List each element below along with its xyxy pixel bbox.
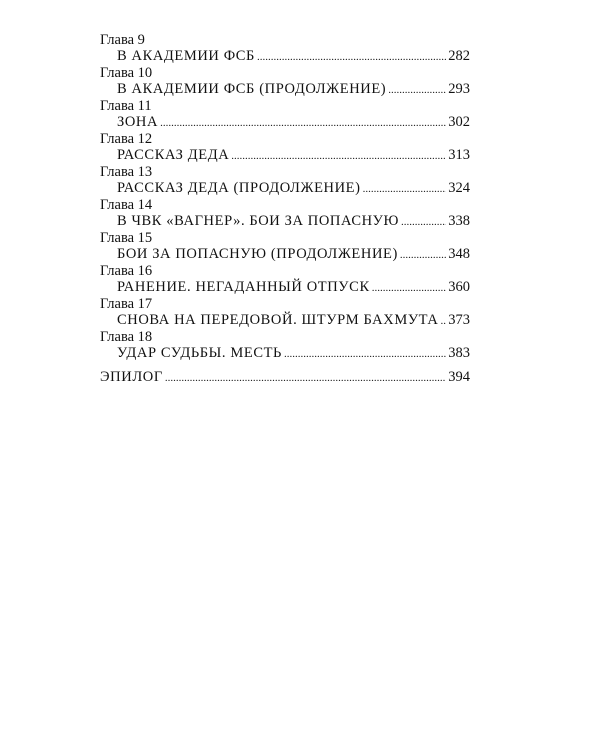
- toc-chapter-15: [100, 230, 470, 263]
- page-number: 394: [448, 369, 470, 385]
- epilogue-title: ЭПИЛОГ: [100, 369, 163, 385]
- chapter-number: Глава 13: [100, 164, 153, 180]
- chapter-number: Глава 12: [100, 131, 153, 147]
- chapter-title: В АКАДЕМИИ ФСБ (ПРОДОЛЖЕНИЕ): [117, 81, 387, 97]
- dot-leader: [388, 82, 446, 99]
- dot-leader: [257, 49, 446, 66]
- dot-leader: [441, 313, 447, 330]
- dot-leader: [363, 181, 447, 198]
- table-of-contents: [100, 32, 470, 386]
- dot-leader: [400, 247, 446, 264]
- page-number: 338: [448, 213, 470, 229]
- page-number: 324: [448, 180, 470, 196]
- toc-entry[interactable]: [100, 147, 470, 164]
- page-number: 282: [448, 48, 470, 64]
- toc-entry[interactable]: [100, 246, 470, 263]
- toc-chapter-9: [100, 32, 470, 65]
- page-number: 383: [448, 345, 470, 361]
- chapter-number: Глава 17: [100, 296, 153, 312]
- toc-entry[interactable]: [100, 81, 470, 98]
- page-number: 293: [448, 81, 470, 97]
- dot-leader: [231, 148, 446, 165]
- page-number: 373: [448, 312, 470, 328]
- chapter-title: УДАР СУДЬБЫ. МЕСТЬ: [117, 345, 282, 361]
- chapter-title: В АКАДЕМИИ ФСБ: [117, 48, 255, 64]
- chapter-number: Глава 9: [100, 32, 145, 48]
- chapter-number: Глава 11: [100, 98, 152, 114]
- chapter-number: Глава 16: [100, 263, 153, 279]
- toc-entry[interactable]: [100, 279, 470, 296]
- chapter-title: РАССКАЗ ДЕДА: [117, 147, 230, 163]
- page-number: 348: [448, 246, 470, 262]
- toc-chapter-14: [100, 197, 470, 230]
- chapter-number: Глава 18: [100, 329, 153, 345]
- toc-entry-epilogue[interactable]: [100, 369, 470, 386]
- page-number: 360: [448, 279, 470, 295]
- toc-chapter-10: [100, 65, 470, 98]
- chapter-title: РАНЕНИЕ. НЕГАДАННЫЙ ОТПУСК: [117, 279, 370, 295]
- page-number: 302: [448, 114, 470, 130]
- toc-chapter-12: [100, 131, 470, 164]
- dot-leader: [284, 346, 446, 363]
- toc-entry[interactable]: [100, 114, 470, 131]
- page-number: 313: [448, 147, 470, 163]
- toc-entry[interactable]: [100, 345, 470, 362]
- toc-entry[interactable]: [100, 312, 470, 329]
- toc-entry[interactable]: [100, 213, 470, 230]
- toc-chapter-18: [100, 329, 470, 362]
- toc-chapter-16: [100, 263, 470, 296]
- chapter-title: РАССКАЗ ДЕДА (ПРОДОЛЖЕНИЕ): [117, 180, 361, 196]
- dot-leader: [372, 280, 447, 297]
- chapter-title: В ЧВК «ВАГНЕР». БОИ ЗА ПОПАСНУЮ: [117, 213, 400, 229]
- toc-chapter-17: [100, 296, 470, 329]
- chapter-number: Глава 14: [100, 197, 153, 213]
- chapter-title: СНОВА НА ПЕРЕДОВОЙ. ШТУРМ БАХМУТА: [117, 312, 439, 328]
- toc-entry[interactable]: [100, 180, 470, 197]
- chapter-number: Глава 10: [100, 65, 153, 81]
- chapter-title: БОИ ЗА ПОПАСНУЮ (ПРОДОЛЖЕНИЕ): [117, 246, 398, 262]
- toc-entry[interactable]: [100, 48, 470, 65]
- toc-chapter-11: [100, 98, 470, 131]
- chapter-title: ЗОНА: [117, 114, 159, 130]
- toc-chapter-13: [100, 164, 470, 197]
- dot-leader: [160, 115, 446, 132]
- dot-leader: [165, 370, 446, 387]
- chapter-number: Глава 15: [100, 230, 153, 246]
- dot-leader: [401, 214, 446, 231]
